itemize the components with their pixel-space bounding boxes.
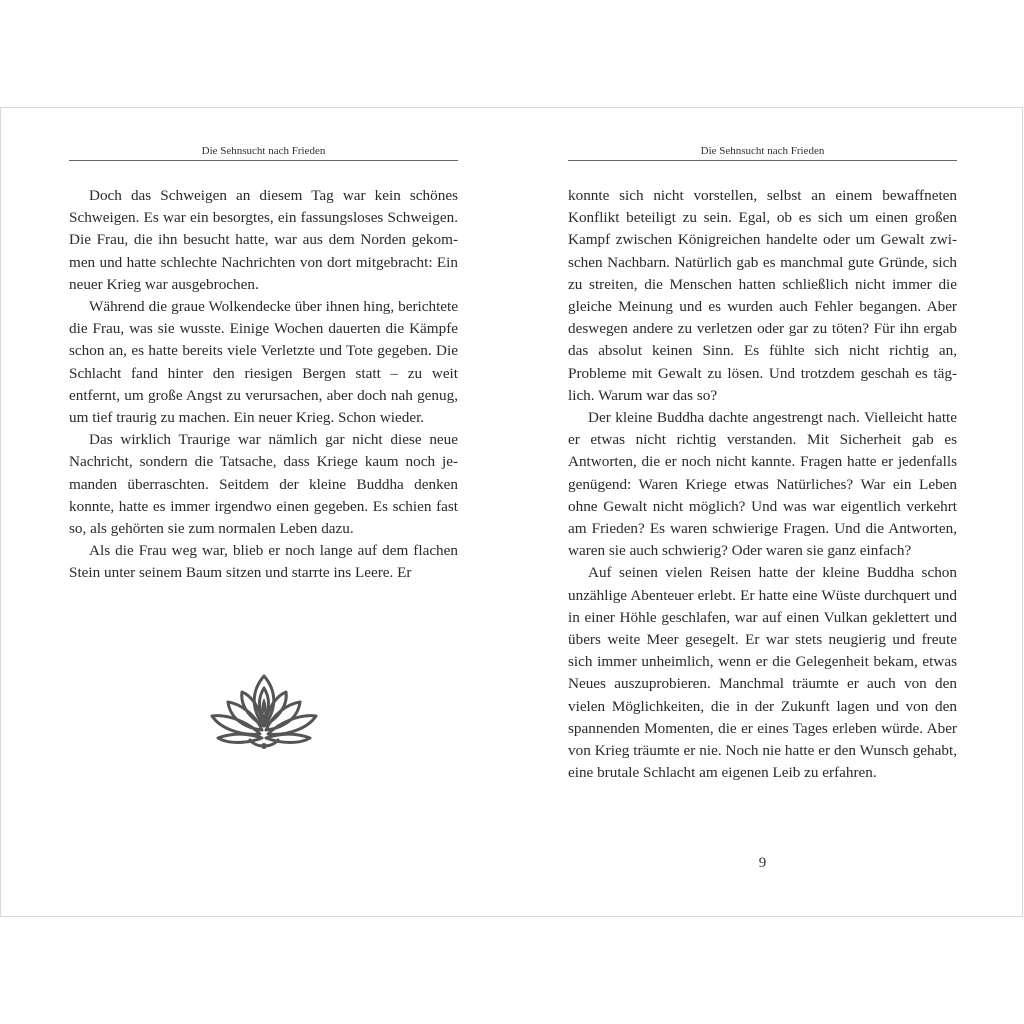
paragraph: konnte sich nicht vorstellen, selbst an einem bewaffneten Konflikt beteiligt zu sein. Egal, ob es sich um einen großen Kampf zwischen Königreichen handelte oder um Gewalt zwischen Nachbarn. Natürlich gab es manchmal gute Gründe, sich zu streiten, die Menschen hatten schließlich nicht immer die gleiche Meinung und es wurden auch Fehler begangen. Aber deswegen andere zu verletzen oder gar zu töten? Für ihn ergab das absolut keinen Sinn. Es fühlte sich nicht richtig an, Probleme mit Gewalt zu lösen. Und trotzdem geschah es täglich. Warum war das so? [568, 187, 957, 404]
running-head-left: Die Sehnsucht nach Frieden [201, 145, 326, 157]
header-rule-right [568, 160, 957, 161]
paragraph: Als die Frau weg war, blieb er noch lange auf dem flachen Stein unter seinem Baum sitzen und starrte ins Leere. Er [69, 542, 458, 582]
right-page [568, 108, 957, 916]
running-head-right: Die Sehnsucht nach Frieden [700, 145, 825, 157]
header-rule-left [69, 160, 458, 161]
paragraph: Auf seinen vielen Reisen hatte der kleine Buddha schon unzählige Abenteuer erlebt. Er hatte eine Wüste durchquert und in einer Höhle geschlafen, war auf einen Vulkan geklettert und übers weite Meer gesegelt. Er war stets neugierig und freute sich immer unheimlich, wenn er die Gelegenheit bekam, etwas Neues auszuprobieren. Manchmal träumte er auch von den vielen Möglichkeiten, die in der Zukunft lagen und von den spannenden Momenten, die er eines Tages erleben würde. Aber von Krieg träumte er nie. Noch nie hatte er den Wunsch gehabt, eine brutale Schlacht am eigenen Leib zu erfahren. [568, 564, 957, 782]
lotus-ornament-icon [204, 668, 324, 754]
paragraph: Während die graue Wolkendecke über ihnen hing, berichtete die Frau, was sie wusste. Einige Wochen dauerten die Kämpfe schon an, es hatte bereits viele Verletzte und Tote gegeben. Die Schlacht fand hinter den riesigen Bergen statt – zu weit entfernt, um große Angst zu verursachen, aber doch nah genug, um tief traurig zu machen. Ein neuer Krieg. Schon wieder. [69, 298, 458, 427]
page-number: 9 [758, 855, 767, 871]
left-page [69, 108, 458, 916]
paragraph: Der kleine Buddha dachte angestrengt nach. Vielleicht hatte er etwas nicht richtig verstanden. Mit Sicherheit gab es Antworten, die er noch nicht kannte. Fragen hatte er jedenfalls genügend: Waren Kriege etwas Natürliches? War ein Leben ohne Gewalt nicht möglich? Und was war eigentlich verkehrt am Frieden? Es waren schwierige Fragen. Und die Antworten, waren sie auch schwierig? Oder waren sie ganz einfach? [568, 409, 957, 560]
paragraph: Doch das Schweigen an diesem Tag war kein schönes Schweigen. Es war ein besorgtes, ein fassungsloses Schweigen. Die Frau, die ihn besucht hatte, war aus dem Norden gekommen und hatte schlechte Nachrichten von dort mitgebracht: Ein neuer Krieg war ausgebrochen. [69, 187, 458, 293]
left-page-body [69, 185, 458, 585]
paragraph: Das wirklich Traurige war nämlich gar nicht diese neue Nachricht, sondern die Tatsache, dass Kriege kaum noch jemanden überraschten. Seitdem der kleine Buddha denken konnte, hatte es immer irgendwo einen gegeben. Es schien fast so, als gehörten sie zum normalen Leben dazu. [69, 431, 458, 538]
right-page-body [568, 185, 957, 784]
book-spread [0, 107, 1023, 917]
